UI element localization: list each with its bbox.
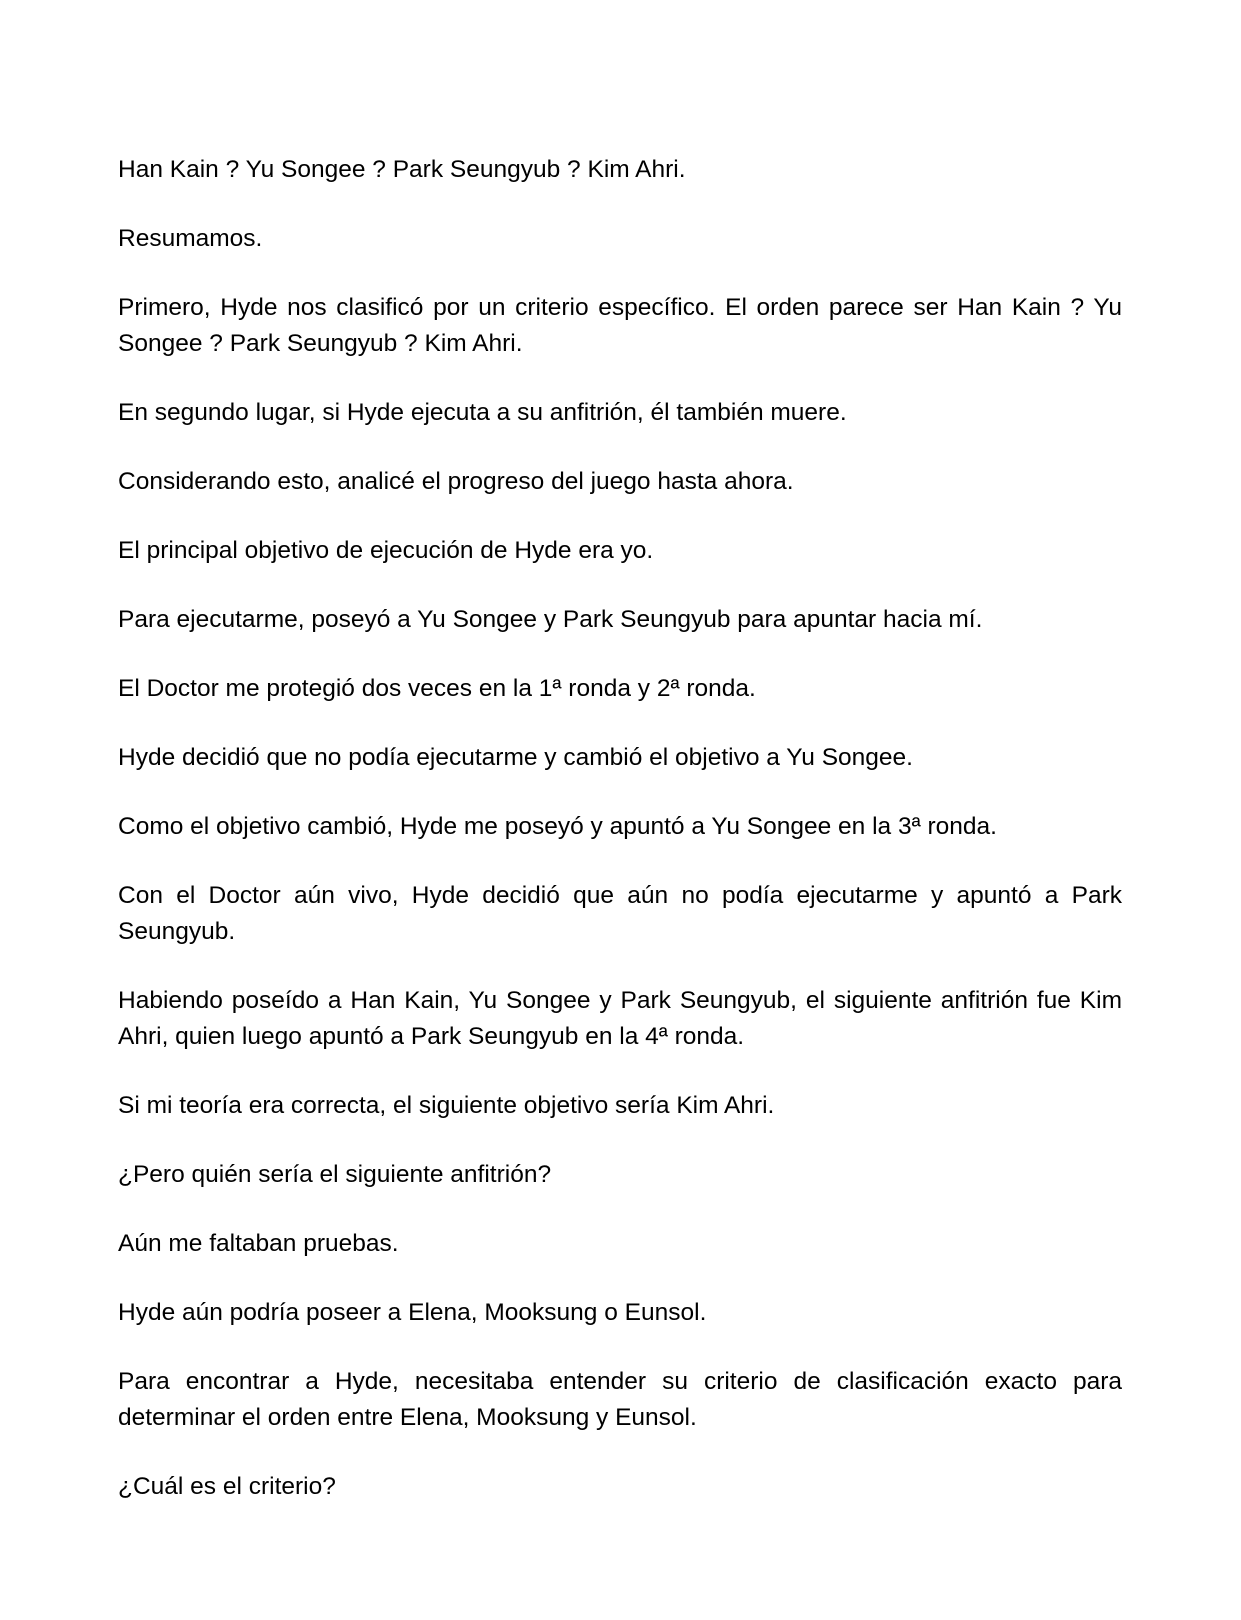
paragraph: En segundo lugar, si Hyde ejecuta a su anfitrión, él también muere.: [118, 399, 847, 426]
paragraph: ¿Pero quién sería el siguiente anfitrión?: [118, 1161, 552, 1188]
paragraph: Para ejecutarme, poseyó a Yu Songee y Park Seungyub para apuntar hacia mí.: [118, 606, 983, 633]
paragraph: Hyde decidió que no podía ejecutarme y cambió el objetivo a Yu Songee.: [118, 744, 913, 771]
document-body: [118, 152, 1122, 1505]
paragraph: El principal objetivo de ejecución de Hyde era yo.: [118, 537, 654, 564]
paragraph: Para encontrar a Hyde, necesitaba entender su criterio de clasificación exacto para determinar el orden entre Elena, Mooksung y Eunsol.: [118, 1368, 1122, 1431]
paragraph: ¿Cuál es el criterio?: [118, 1473, 336, 1500]
paragraph: Habiendo poseído a Han Kain, Yu Songee y Park Seungyub, el siguiente anfitrión fue Kim Ahri, quien luego apuntó a Park Seungyub en la 4ª ronda.: [118, 987, 1122, 1050]
paragraph: Resumamos.: [118, 225, 263, 252]
paragraph: Primero, Hyde nos clasificó por un criterio específico. El orden parece ser Han Kain ? Yu Songee ? Park Seungyub ? Kim Ahri.: [118, 294, 1122, 357]
paragraph: El Doctor me protegió dos veces en la 1ª ronda y 2ª ronda.: [118, 675, 756, 702]
paragraph: Han Kain ? Yu Songee ? Park Seungyub ? Kim Ahri.: [118, 156, 686, 183]
paragraph: Considerando esto, analicé el progreso del juego hasta ahora.: [118, 468, 794, 495]
paragraph: Con el Doctor aún vivo, Hyde decidió que aún no podía ejecutarme y apuntó a Park Seungyub.: [118, 882, 1122, 945]
paragraph: Si mi teoría era correcta, el siguiente objetivo sería Kim Ahri.: [118, 1092, 775, 1119]
paragraph: Aún me faltaban pruebas.: [118, 1230, 399, 1257]
paragraph: Hyde aún podría poseer a Elena, Mooksung o Eunsol.: [118, 1299, 707, 1326]
paragraph: Como el objetivo cambió, Hyde me poseyó y apuntó a Yu Songee en la 3ª ronda.: [118, 813, 997, 840]
